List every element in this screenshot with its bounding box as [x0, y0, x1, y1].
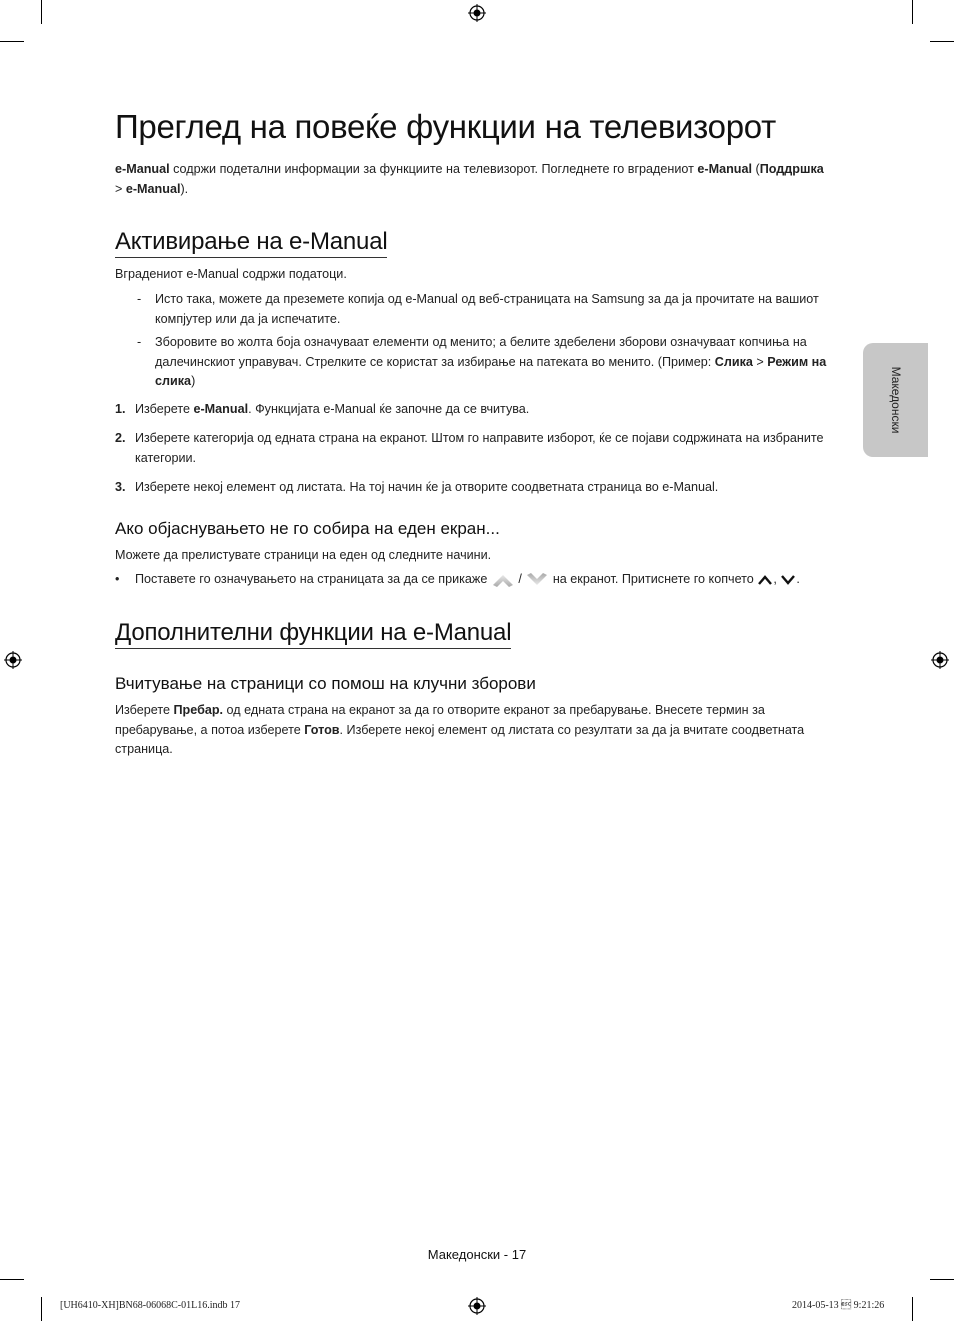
footer-file-info: [UH6410-XH]BN68-06068C-01L16.indb 17 [60, 1300, 240, 1311]
section-heading-additional: Дополнителни функции на e-Manual [115, 619, 511, 649]
registration-mark-icon [4, 651, 22, 669]
subsection-heading-scroll: Ако објаснувањето не го собира на еден екран... [115, 519, 500, 538]
crop-mark [0, 41, 24, 42]
subsection-lead: Можете да прелистувате страници на еден од следните начини. [115, 548, 492, 562]
page-up-arrow-icon [491, 572, 515, 588]
note-item: - Исто така, можете да преземете копија од e-Manual од веб-страницата на Samsung за да ја прочитате на вашиот компјутер или да ја испечатите. [137, 292, 819, 326]
page-number: Македонски - 17 [427, 1247, 527, 1262]
chevron-up-icon [757, 574, 773, 586]
page-down-arrow-icon [525, 572, 549, 588]
step-item: 1. Изберете e-Manual. Функцијата e-Manual ќе започне да се вчитува. [115, 402, 530, 416]
registration-mark-icon [468, 4, 486, 22]
crop-mark [41, 1297, 42, 1321]
crop-mark [912, 1297, 913, 1321]
subsection-heading-keywords: Вчитување на страници со помош на клучни зборови [115, 674, 536, 693]
step-item: 3. Изберете некој елемент од листата. На тој начин ќе ја отворите соодветната страница во e-Manual. [115, 480, 719, 494]
page-title: Преглед на повеќе функции на телевизорот [115, 108, 776, 145]
language-side-tab [863, 343, 928, 457]
language-side-tab-label: Македонски [888, 366, 903, 434]
registration-mark-icon [931, 651, 949, 669]
crop-mark [41, 0, 42, 24]
crop-mark [930, 41, 954, 42]
footer-timestamp: 2014-05-13  9:21:26 [792, 1300, 885, 1311]
keywords-paragraph: Изберете Пребар. од едната страна на екранот за да го отворите екранот за пребарување. Внесете термин за пребарување, а потоа изберете Готов. Изберете некој елемент од листата со резултати за да ја вчитате соодветната страница. [115, 703, 805, 756]
crop-mark [0, 1279, 24, 1280]
bullet-item: • Поставете го означувањето на страницата за да се прикаже / на екранот. Притиснете го копчето , . [115, 572, 800, 586]
chevron-down-icon [780, 574, 796, 586]
intro-paragraph: e-Manual содржи подетални информации за функциите на телевизорот. Погледнете го вградениот e-Manual (Поддршка > e-Manual). [115, 162, 824, 196]
crop-mark [930, 1279, 954, 1280]
section-lead: Вградениот e-Manual содржи податоци. [115, 267, 347, 281]
crop-mark [912, 0, 913, 24]
note-item: - Зборовите во жолта боја означуваат елементи од менито; а белите здебелени зборови означуваат копчиња на далечинскиот управувач. Стрелките се користат за избирање на патеката во менито. (Пример: Слика > Режим на слика) [137, 335, 827, 388]
step-item: 2. Изберете категорија од едната страна на екранот. Штом го направите изборот, ќе се појави содржината на избраните категории. [115, 431, 824, 465]
registration-mark-icon [468, 1297, 486, 1315]
section-heading-activate: Активирање на e-Manual [115, 228, 387, 258]
